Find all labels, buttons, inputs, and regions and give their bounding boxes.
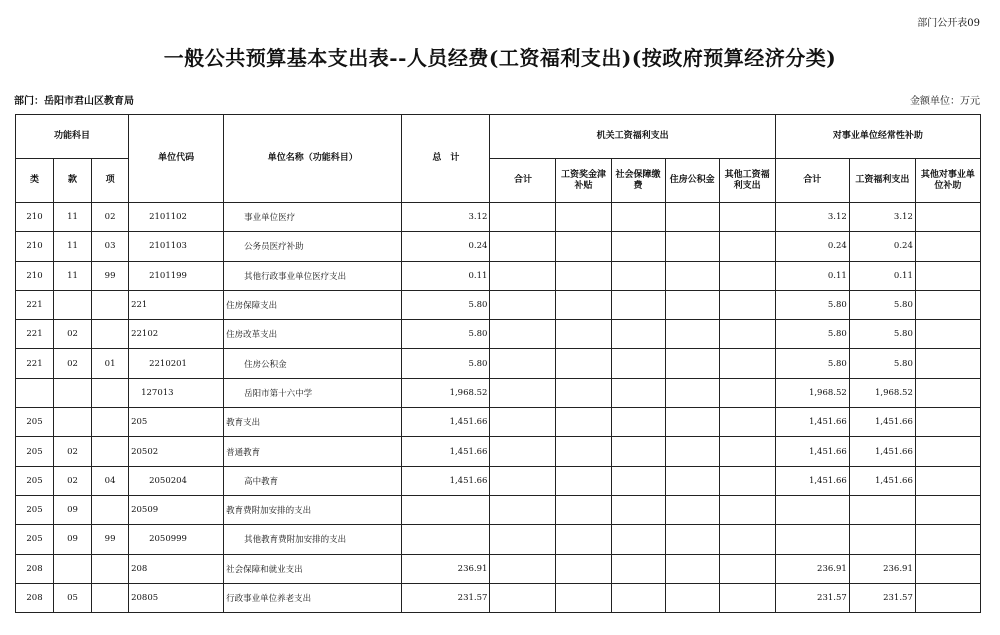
cell-org-social <box>611 554 665 583</box>
cell-org-other <box>719 408 775 437</box>
cell-xiang <box>92 378 129 407</box>
table-row <box>16 378 981 407</box>
table-row <box>16 290 981 319</box>
cell-lei: 208 <box>16 583 54 612</box>
cell-org-subtotal <box>490 466 556 495</box>
cell-org-subtotal <box>490 232 556 261</box>
table-row <box>16 261 981 290</box>
cell-org-subtotal <box>490 408 556 437</box>
cell-org-wages <box>556 349 611 378</box>
cell-lei: 210 <box>16 261 54 290</box>
cell-total: 0.11 <box>402 261 490 290</box>
cell-unit-code: 22102 <box>129 320 224 349</box>
cell-xiang: 01 <box>92 349 129 378</box>
cell-total: 5.80 <box>402 290 490 319</box>
table-row <box>16 203 981 232</box>
cell-lei: 205 <box>16 466 54 495</box>
cell-ins-subtotal: 0.24 <box>775 232 849 261</box>
cell-org-other <box>719 495 775 524</box>
cell-org-housing <box>665 466 719 495</box>
cell-org-wages <box>556 408 611 437</box>
cell-unit-name: 普通教育 <box>224 437 402 466</box>
cell-ins-subtotal: 231.57 <box>775 583 849 612</box>
cell-kuan: 11 <box>54 261 92 290</box>
cell-ins-wages: 5.80 <box>849 320 915 349</box>
cell-ins-subtotal: 5.80 <box>775 320 849 349</box>
cell-total: 0.24 <box>402 232 490 261</box>
cell-ins-wages: 1,451.66 <box>849 408 915 437</box>
cell-org-social <box>611 261 665 290</box>
cell-org-housing <box>665 349 719 378</box>
cell-xiang <box>92 583 129 612</box>
cell-ins-subtotal: 3.12 <box>775 203 849 232</box>
table-row <box>16 583 981 612</box>
cell-org-housing <box>665 437 719 466</box>
cell-kuan <box>54 408 92 437</box>
cell-org-housing <box>665 554 719 583</box>
cell-org-wages <box>556 290 611 319</box>
cell-org-housing <box>665 583 719 612</box>
cell-unit-code: 221 <box>129 290 224 319</box>
cell-unit-name: 教育支出 <box>224 408 402 437</box>
cell-kuan: 05 <box>54 583 92 612</box>
cell-lei <box>16 378 54 407</box>
cell-unit-code: 2101199 <box>129 261 224 290</box>
cell-org-social <box>611 320 665 349</box>
cell-org-wages <box>556 320 611 349</box>
cell-org-other <box>719 320 775 349</box>
table-row <box>16 437 981 466</box>
cell-kuan: 09 <box>54 495 92 524</box>
header-total: 总 计 <box>402 115 490 203</box>
cell-org-housing <box>665 495 719 524</box>
cell-lei: 205 <box>16 437 54 466</box>
cell-kuan: 11 <box>54 203 92 232</box>
cell-ins-subtotal <box>775 495 849 524</box>
department-label: 部门：岳阳市君山区教育局 <box>14 96 134 107</box>
cell-xiang <box>92 554 129 583</box>
cell-unit-name: 高中教育 <box>224 466 402 495</box>
cell-unit-code: 2210201 <box>129 349 224 378</box>
cell-xiang: 02 <box>92 203 129 232</box>
header-unit-code: 单位代码 <box>129 115 224 203</box>
header-org-group: 机关工资福利支出 <box>490 115 775 159</box>
cell-org-social <box>611 408 665 437</box>
cell-unit-code: 20805 <box>129 583 224 612</box>
cell-org-subtotal <box>490 583 556 612</box>
cell-ins-other <box>915 261 980 290</box>
cell-total <box>402 525 490 554</box>
cell-org-wages <box>556 466 611 495</box>
cell-lei: 221 <box>16 349 54 378</box>
cell-unit-name: 岳阳市第十六中学 <box>224 378 402 407</box>
header-func-subject: 功能科目 <box>16 115 129 159</box>
cell-org-social <box>611 349 665 378</box>
cell-ins-wages <box>849 495 915 524</box>
cell-org-subtotal <box>490 554 556 583</box>
cell-ins-wages: 1,451.66 <box>849 437 915 466</box>
cell-ins-other <box>915 349 980 378</box>
cell-kuan: 09 <box>54 525 92 554</box>
cell-ins-subtotal: 236.91 <box>775 554 849 583</box>
cell-ins-subtotal: 1,451.66 <box>775 466 849 495</box>
cell-ins-wages: 1,451.66 <box>849 466 915 495</box>
cell-org-wages <box>556 495 611 524</box>
cell-ins-subtotal <box>775 525 849 554</box>
cell-org-social <box>611 290 665 319</box>
cell-kuan: 02 <box>54 320 92 349</box>
cell-total: 1,451.66 <box>402 408 490 437</box>
cell-total: 5.80 <box>402 320 490 349</box>
cell-lei: 221 <box>16 290 54 319</box>
cell-ins-subtotal: 1,968.52 <box>775 378 849 407</box>
cell-unit-name: 教育费附加安排的支出 <box>224 495 402 524</box>
cell-org-housing <box>665 232 719 261</box>
cell-lei: 210 <box>16 232 54 261</box>
cell-unit-name: 公务员医疗补助 <box>224 232 402 261</box>
cell-org-subtotal <box>490 203 556 232</box>
cell-kuan <box>54 378 92 407</box>
cell-ins-other <box>915 232 980 261</box>
cell-ins-subtotal: 1,451.66 <box>775 408 849 437</box>
cell-total: 231.57 <box>402 583 490 612</box>
table-row <box>16 525 981 554</box>
cell-org-wages <box>556 261 611 290</box>
cell-org-subtotal <box>490 495 556 524</box>
cell-org-other <box>719 203 775 232</box>
cell-total: 1,968.52 <box>402 378 490 407</box>
cell-ins-subtotal: 5.80 <box>775 349 849 378</box>
header-org-social: 社会保障缴费 <box>611 159 665 203</box>
cell-xiang <box>92 437 129 466</box>
cell-unit-code: 2101103 <box>129 232 224 261</box>
cell-ins-subtotal: 1,451.66 <box>775 437 849 466</box>
header-xiang: 项 <box>92 159 129 203</box>
table-row <box>16 349 981 378</box>
cell-unit-name: 行政事业单位养老支出 <box>224 583 402 612</box>
cell-ins-other <box>915 408 980 437</box>
cell-total <box>402 495 490 524</box>
cell-ins-wages: 231.57 <box>849 583 915 612</box>
cell-unit-code: 127013 <box>129 378 224 407</box>
cell-ins-wages: 0.24 <box>849 232 915 261</box>
cell-org-housing <box>665 378 719 407</box>
cell-org-wages <box>556 437 611 466</box>
cell-org-social <box>611 203 665 232</box>
cell-ins-wages <box>849 525 915 554</box>
cell-ins-other <box>915 495 980 524</box>
cell-org-other <box>719 232 775 261</box>
cell-org-subtotal <box>490 290 556 319</box>
cell-ins-wages: 1,968.52 <box>849 378 915 407</box>
cell-org-wages <box>556 583 611 612</box>
cell-total: 1,451.66 <box>402 466 490 495</box>
amount-unit-label: 金额单位：万元 <box>910 96 980 107</box>
cell-org-housing <box>665 203 719 232</box>
cell-unit-code: 20509 <box>129 495 224 524</box>
cell-org-subtotal <box>490 349 556 378</box>
cell-unit-code: 20502 <box>129 437 224 466</box>
cell-org-housing <box>665 261 719 290</box>
cell-org-social <box>611 583 665 612</box>
cell-org-other <box>719 583 775 612</box>
page-title: 一般公共预算基本支出表--人员经费(工资福利支出)(按政府预算经济分类) <box>163 46 837 70</box>
cell-ins-other <box>915 203 980 232</box>
cell-org-social <box>611 232 665 261</box>
cell-unit-name: 其他行政事业单位医疗支出 <box>224 261 402 290</box>
cell-ins-wages: 5.80 <box>849 290 915 319</box>
cell-xiang: 04 <box>92 466 129 495</box>
cell-org-housing <box>665 525 719 554</box>
cell-org-housing <box>665 290 719 319</box>
header-ins-group: 对事业单位经常性补助 <box>775 115 980 159</box>
cell-org-wages <box>556 232 611 261</box>
cell-unit-code: 2101102 <box>129 203 224 232</box>
table-row <box>16 554 981 583</box>
cell-ins-other <box>915 378 980 407</box>
header-org-other: 其他工资福利支出 <box>719 159 775 203</box>
cell-total: 1,451.66 <box>402 437 490 466</box>
header-org-subtotal: 合计 <box>490 159 556 203</box>
cell-lei: 221 <box>16 320 54 349</box>
cell-ins-other <box>915 320 980 349</box>
cell-kuan <box>54 554 92 583</box>
cell-org-wages <box>556 525 611 554</box>
cell-kuan: 02 <box>54 349 92 378</box>
cell-unit-code: 2050999 <box>129 525 224 554</box>
cell-unit-code: 2050204 <box>129 466 224 495</box>
cell-xiang <box>92 320 129 349</box>
cell-unit-code: 205 <box>129 408 224 437</box>
cell-org-other <box>719 466 775 495</box>
cell-ins-wages: 3.12 <box>849 203 915 232</box>
cell-ins-other <box>915 290 980 319</box>
table-body <box>16 203 981 613</box>
cell-xiang <box>92 290 129 319</box>
cell-org-wages <box>556 378 611 407</box>
cell-ins-wages: 5.80 <box>849 349 915 378</box>
cell-lei: 205 <box>16 495 54 524</box>
cell-total: 3.12 <box>402 203 490 232</box>
cell-ins-subtotal: 5.80 <box>775 290 849 319</box>
cell-unit-name: 事业单位医疗 <box>224 203 402 232</box>
table-row <box>16 232 981 261</box>
table-row <box>16 408 981 437</box>
cell-kuan: 02 <box>54 437 92 466</box>
header-kuan: 款 <box>54 159 92 203</box>
header-org-wages: 工资奖金津补贴 <box>556 159 611 203</box>
table-row <box>16 495 981 524</box>
cell-xiang: 03 <box>92 232 129 261</box>
header-unit-name: 单位名称（功能科目） <box>224 115 402 203</box>
cell-org-social <box>611 437 665 466</box>
cell-org-subtotal <box>490 437 556 466</box>
cell-org-other <box>719 290 775 319</box>
cell-org-other <box>719 525 775 554</box>
cell-org-social <box>611 525 665 554</box>
header-ins-other: 其他对事业单位补助 <box>915 159 980 203</box>
cell-org-subtotal <box>490 525 556 554</box>
cell-ins-other <box>915 525 980 554</box>
cell-total: 236.91 <box>402 554 490 583</box>
cell-ins-subtotal: 0.11 <box>775 261 849 290</box>
cell-org-other <box>719 378 775 407</box>
cell-ins-other <box>915 554 980 583</box>
cell-total: 5.80 <box>402 349 490 378</box>
cell-org-other <box>719 437 775 466</box>
cell-org-other <box>719 349 775 378</box>
form-number: 部门公开表09 <box>917 18 980 29</box>
cell-lei: 205 <box>16 408 54 437</box>
header-org-housing: 住房公积金 <box>665 159 719 203</box>
cell-xiang: 99 <box>92 525 129 554</box>
cell-ins-other <box>915 466 980 495</box>
budget-table <box>15 114 981 613</box>
table-row <box>16 320 981 349</box>
cell-ins-wages: 0.11 <box>849 261 915 290</box>
table-row <box>16 466 981 495</box>
cell-org-subtotal <box>490 378 556 407</box>
cell-org-other <box>719 554 775 583</box>
header-ins-subtotal: 合计 <box>775 159 849 203</box>
cell-unit-name: 社会保障和就业支出 <box>224 554 402 583</box>
cell-unit-code: 208 <box>129 554 224 583</box>
cell-org-housing <box>665 408 719 437</box>
cell-kuan: 02 <box>54 466 92 495</box>
cell-org-wages <box>556 554 611 583</box>
cell-org-housing <box>665 320 719 349</box>
cell-xiang <box>92 495 129 524</box>
cell-unit-name: 其他教育费附加安排的支出 <box>224 525 402 554</box>
cell-ins-other <box>915 583 980 612</box>
cell-ins-wages: 236.91 <box>849 554 915 583</box>
cell-org-social <box>611 378 665 407</box>
cell-org-other <box>719 261 775 290</box>
cell-org-subtotal <box>490 320 556 349</box>
cell-ins-other <box>915 437 980 466</box>
cell-kuan <box>54 290 92 319</box>
cell-lei: 208 <box>16 554 54 583</box>
cell-kuan: 11 <box>54 232 92 261</box>
cell-org-subtotal <box>490 261 556 290</box>
cell-org-social <box>611 495 665 524</box>
cell-org-social <box>611 466 665 495</box>
cell-unit-name: 住房保障支出 <box>224 290 402 319</box>
cell-unit-name: 住房公积金 <box>224 349 402 378</box>
cell-lei: 205 <box>16 525 54 554</box>
header-lei: 类 <box>16 159 54 203</box>
header-ins-wages: 工资福利支出 <box>849 159 915 203</box>
cell-org-wages <box>556 203 611 232</box>
cell-unit-name: 住房改革支出 <box>224 320 402 349</box>
cell-xiang <box>92 408 129 437</box>
cell-xiang: 99 <box>92 261 129 290</box>
cell-lei: 210 <box>16 203 54 232</box>
